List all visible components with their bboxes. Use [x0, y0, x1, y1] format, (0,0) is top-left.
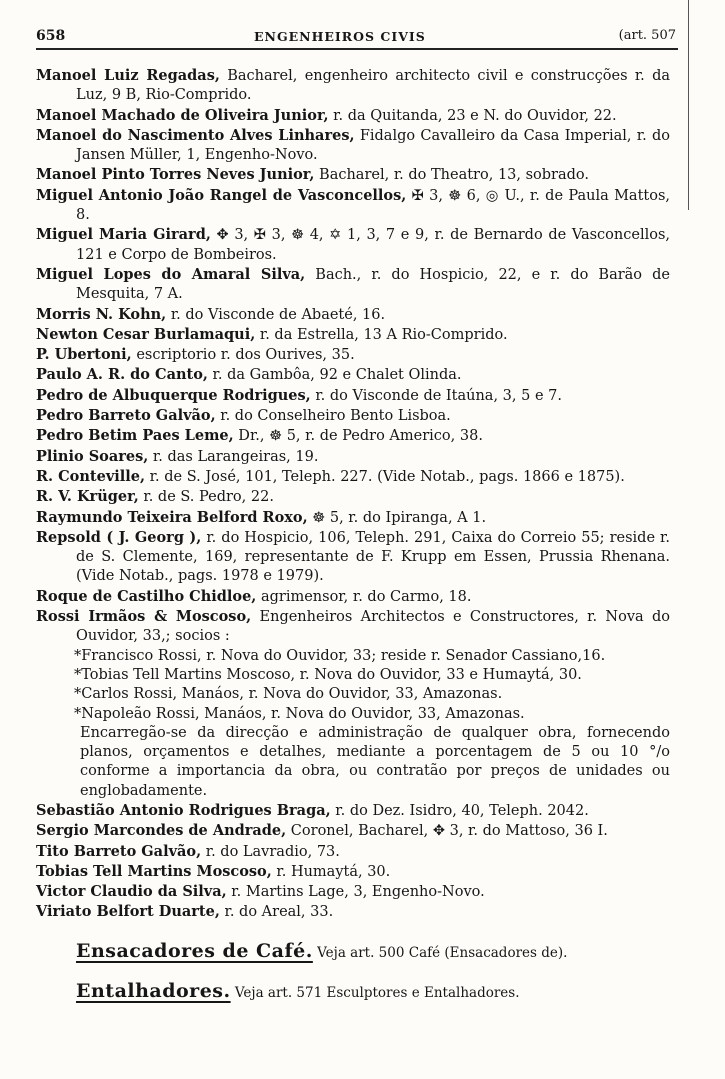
- section-ensacadores: [76, 941, 725, 963]
- header-rule: [36, 48, 678, 50]
- section-reference: Veja art. 500 Café (Ensacadores de).: [312, 944, 568, 961]
- list-item: Pedro Betim Paes Leme, Dr., ☸ 5, r. de Pedro Americo, 38.: [36, 427, 483, 445]
- list-item: Miguel Lopes do Amaral Silva, Bach., r. do Hospicio, 22, e r. do Barão de Mesquita, 7 A.: [36, 265, 670, 303]
- list-item: Raymundo Teixeira Belford Roxo, ☸ 5, r. do Ipiranga, A 1.: [36, 508, 487, 526]
- partner-item: *Tobias Tell Martins Moscoso, r. Nova do Ouvidor, 33 e Humaytá, 30.: [74, 666, 582, 683]
- page-title: ENGENHEIROS CIVIS: [254, 29, 426, 44]
- list-item: Pedro de Albuquerque Rodrigues, r. do Visconde de Itaúna, 3, 5 e 7.: [36, 386, 562, 404]
- section-heading: Entalhadores.: [76, 979, 231, 1002]
- list-item: Repsold ( J. Georg ), r. do Hospicio, 106, Teleph. 291, Caixa do Correio 55; reside r. de S. Clemente, 169, representante de F. Krupp em Essen, Prussia Rhenana. (Vide Notab., pags. 1978 e 1979).: [36, 528, 670, 585]
- partner-item: *Francisco Rossi, r. Nova do Ouvidor, 33; reside r. Senador Cassiano,16.: [74, 647, 606, 664]
- article-reference: (art. 507: [618, 28, 676, 43]
- list-item: Manoel do Nascimento Alves Linhares, Fidalgo Cavalleiro da Casa Imperial, r. do Jansen Müller, 1, Engenho-Novo.: [36, 126, 671, 164]
- section-heading: Ensacadores de Café.: [76, 939, 313, 962]
- list-item: Sergio Marcondes de Andrade, Coronel, Bacharel, ✥ 3, r. do Mattoso, 36 I.: [36, 822, 608, 840]
- list-item: R. V. Krüger, r. de S. Pedro, 22.: [36, 488, 274, 506]
- list-item: Paulo A. R. do Canto, r. da Gambôa, 92 e Chalet Olinda.: [36, 366, 462, 384]
- page-number: 658: [36, 28, 66, 44]
- list-item: Rossi Irmãos & Moscoso, Engenheiros Architectos e Constructores, r. Nova do Ouvidor, 33,; socios :: [36, 608, 671, 645]
- entries-list: [0, 66, 725, 1003]
- list-item: Tito Barreto Galvão, r. do Lavradio, 73.: [36, 842, 340, 860]
- list-item: Plinio Soares, r. das Larangeiras, 19.: [36, 447, 319, 465]
- list-item: Manoel Pinto Torres Neves Junior, Bacharel, r. do Theatro, 13, sobrado.: [36, 166, 590, 184]
- list-item: Miguel Antonio João Rangel de Vasconcellos, ✠ 3, ☸ 6, ◎ U., r. de Paula Mattos, 8.: [36, 186, 670, 224]
- list-item: R. Conteville, r. de S. José, 101, Teleph. 227. (Vide Notab., pags. 1866 e 1875).: [36, 467, 625, 485]
- list-item: Manoel Luiz Regadas, Bacharel, engenheiro architecto civil e construcções r. da Luz, 9 B, Rio-Comprido.: [36, 67, 670, 104]
- partner-item: *Napoleão Rossi, Manáos, r. Nova do Ouvidor, 33, Amazonas.: [74, 705, 525, 722]
- list-item: Newton Cesar Burlamaqui, r. da Estrella, 13 A Rio-Comprido.: [36, 325, 508, 343]
- list-item: Sebastião Antonio Rodrigues Braga, r. do Dez. Isidro, 40, Teleph. 2042.: [36, 801, 589, 819]
- list-item: Viriato Belfort Duarte, r. do Areal, 33.: [36, 903, 334, 921]
- list-item: Miguel Maria Girard, ✥ 3, ✠ 3, ☸ 4, ✡ 1, 3, 7 e 9, r. de Bernardo de Vasconcellos, 121 e Corpo de Bombeiros.: [36, 226, 671, 263]
- list-item: Pedro Barreto Galvão, r. do Conselheiro Bento Lisboa.: [36, 407, 451, 425]
- rossi-note: Encarregão-se da direcção e administração de qualquer obra, fornecendo planos, orçamentos e detalhes, mediante a porcentagem de 5 ou 10 °/o conforme a importancia da obra, ou contratão por preços de unidades ou englobadamente.: [80, 724, 670, 799]
- page-header: [36, 28, 676, 48]
- list-item: Tobias Tell Martins Moscoso, r. Humaytá, 30.: [36, 862, 391, 880]
- list-item: P. Ubertoni, escriptorio r. dos Ourives, 35.: [36, 346, 355, 364]
- list-item: Roque de Castilho Chidloe, agrimensor, r. do Carmo, 18.: [36, 587, 472, 605]
- list-item: Victor Claudio da Silva, r. Martins Lage, 3, Engenho-Novo.: [36, 883, 485, 901]
- section-reference: Veja art. 571 Esculptores e Entalhadores.: [230, 984, 520, 1001]
- list-item: Manoel Machado de Oliveira Junior, r. da Quitanda, 23 e N. do Ouvidor, 22.: [36, 106, 617, 124]
- list-item: Morris N. Kohn, r. do Visconde de Abaeté, 16.: [36, 305, 386, 323]
- section-entalhadores: [76, 981, 725, 1003]
- partner-item: *Carlos Rossi, Manáos, r. Nova do Ouvidor, 33, Amazonas.: [74, 686, 503, 703]
